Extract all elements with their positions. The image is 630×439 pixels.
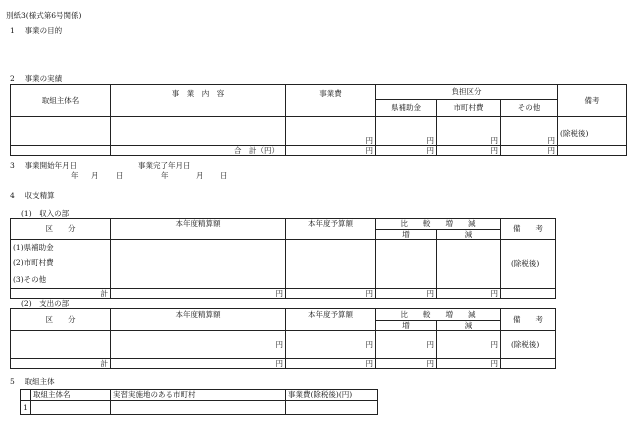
income-row-other: (3)その他 xyxy=(11,272,111,289)
results-table xyxy=(10,84,627,156)
income-total-label: 計 xyxy=(11,289,111,299)
col-other-header: その他 xyxy=(501,100,558,117)
income-title: (1) 収入の部 xyxy=(21,209,70,218)
total-blank xyxy=(11,146,111,156)
income-total-budget-yen: 円 xyxy=(286,289,376,299)
form-reference: 別紙3(様式第6号関係) xyxy=(6,11,82,20)
income-kubun-header: 区 分 xyxy=(11,219,111,240)
expense-compare-header: 比 較 増 減 xyxy=(376,309,501,321)
org-cost-cell xyxy=(286,401,378,415)
col-cost-header: 事業費 xyxy=(286,85,376,117)
org-cost-header: 事業費(除税後)(円) xyxy=(286,390,378,401)
income-total-dec-yen: 円 xyxy=(437,289,501,299)
col-burden-header: 負担区分 xyxy=(376,85,558,100)
expense-total-label: 計 xyxy=(11,359,111,369)
org-cell xyxy=(11,117,111,146)
end-month: 月 xyxy=(196,171,204,180)
expense-remarks-header: 備 考 xyxy=(501,309,556,331)
col-content-header: 事 業 内 容 xyxy=(111,85,286,117)
income-remarks-header: 備 考 xyxy=(501,219,556,240)
section-2-title: 2 事業の実績 xyxy=(10,74,63,83)
expense-budget-header: 本年度予算額 xyxy=(286,309,376,331)
city-yen: 円 xyxy=(437,117,501,146)
expense-total-budget-yen: 円 xyxy=(286,359,376,369)
pref-yen: 円 xyxy=(376,117,437,146)
income-total-inc-yen: 円 xyxy=(376,289,437,299)
income-inc-cell xyxy=(376,240,437,289)
expense-remark: (除税後) xyxy=(501,331,556,359)
expense-dec-header: 減 xyxy=(437,321,501,331)
total-city-yen: 円 xyxy=(437,146,501,156)
start-date-label: 3 事業開始年月日 xyxy=(10,161,78,170)
expense-total-inc-yen: 円 xyxy=(376,359,437,369)
cost-yen: 円 xyxy=(286,117,376,146)
section-5-title: 5 取組主体 xyxy=(10,377,55,386)
expense-budget-yen: 円 xyxy=(286,331,376,359)
org-row-number: 1 xyxy=(21,401,31,415)
expense-total-current-yen: 円 xyxy=(111,359,286,369)
income-current-cell xyxy=(111,240,286,289)
section-1-title: 1 事業の目的 xyxy=(10,26,63,35)
remark-tax: (除税後) xyxy=(558,117,627,146)
org-city-header: 実習実施地のある市町村 xyxy=(111,390,286,401)
income-remark: (除税後) xyxy=(501,240,556,289)
income-table xyxy=(10,218,556,299)
expense-table xyxy=(10,308,556,369)
expense-total-dec-yen: 円 xyxy=(437,359,501,369)
org-table xyxy=(20,389,378,415)
expense-current-header: 本年度精算額 xyxy=(111,309,286,331)
expense-title: (2) 支出の部 xyxy=(21,299,70,308)
content-cell xyxy=(111,117,286,146)
total-other-yen: 円 xyxy=(501,146,558,156)
income-current-header: 本年度精算額 xyxy=(111,219,286,240)
income-row-pref: (1)県補助金 xyxy=(11,240,111,255)
org-city-cell xyxy=(111,401,286,415)
expense-inc-header: 増 xyxy=(376,321,437,331)
org-name-cell xyxy=(31,401,111,415)
income-compare-header: 比 較 増 減 xyxy=(376,219,501,230)
start-month: 月 xyxy=(91,171,99,180)
income-row-city: (2)市町村費 xyxy=(11,255,111,272)
income-inc-header: 増 xyxy=(376,230,437,240)
expense-dec-yen: 円 xyxy=(437,331,501,359)
expense-current-yen: 円 xyxy=(111,331,286,359)
end-day: 日 xyxy=(220,171,228,180)
col-org-header: 取組主体名 xyxy=(11,85,111,117)
total-cost-yen: 円 xyxy=(286,146,376,156)
income-budget-header: 本年度予算額 xyxy=(286,219,376,240)
org-name-header: 取組主体名 xyxy=(31,390,111,401)
end-year: 年 xyxy=(161,171,169,180)
expense-total-remark-blank xyxy=(501,359,556,369)
expense-kubun-cell xyxy=(11,331,111,359)
col-city-header: 市町村費 xyxy=(437,100,501,117)
income-total-remark-blank xyxy=(501,289,556,299)
col-remarks-header: 備考 xyxy=(558,85,627,117)
expense-kubun-header: 区 分 xyxy=(11,309,111,331)
end-date-label: 事業完了年月日 xyxy=(138,161,191,170)
other-yen: 円 xyxy=(501,117,558,146)
col-pref-header: 県補助金 xyxy=(376,100,437,117)
income-dec-header: 減 xyxy=(437,230,501,240)
total-remark-blank xyxy=(558,146,627,156)
income-total-current-yen: 円 xyxy=(111,289,286,299)
org-no-header xyxy=(21,390,31,401)
total-pref-yen: 円 xyxy=(376,146,437,156)
section-4-title: 4 収支精算 xyxy=(10,191,55,200)
income-dec-cell xyxy=(437,240,501,289)
start-day: 日 xyxy=(116,171,124,180)
total-label: 合 計（円） xyxy=(111,146,286,156)
start-year: 年 xyxy=(71,171,79,180)
expense-inc-yen: 円 xyxy=(376,331,437,359)
income-budget-cell xyxy=(286,240,376,289)
